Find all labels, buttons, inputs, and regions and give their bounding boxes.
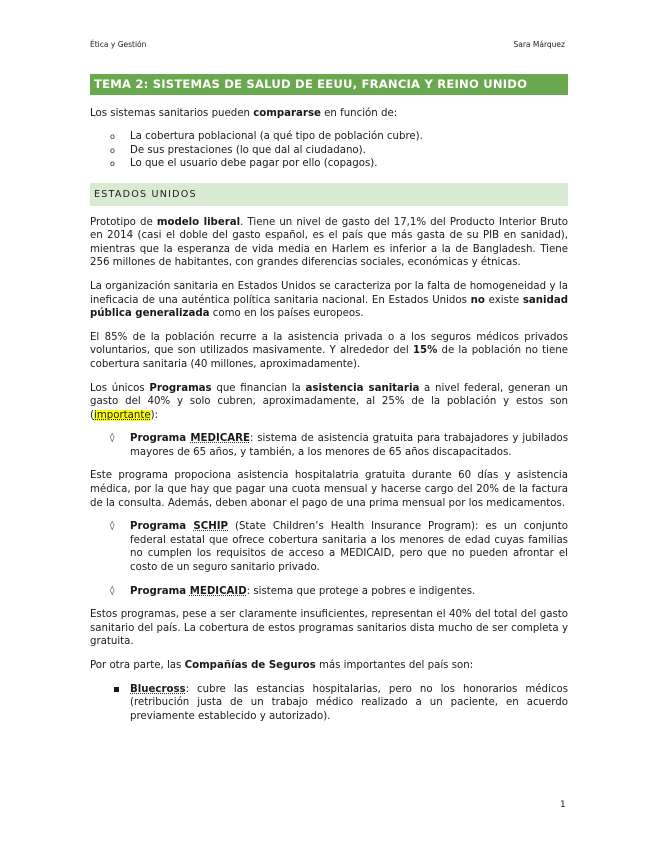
list-item-text: Lo que el usuario debe pagar por ello (copagos). (130, 158, 378, 170)
p1-post: . Tiene un nivel de gasto del 17,1% del Producto Interior Bruto en 2014 (casi el doble del gasto español, es el país que más gasta de su PIB en sanidad), mientras que la esperanza de vida media en Harlem es inferior a la de Bangladesh. Tiene 256 millones de habitantes, con grandes diferencias sociales, económicas y étnicas. (90, 216, 568, 269)
paragraph-private-care (90, 331, 568, 372)
list-item-medicare (90, 432, 568, 459)
list-item (90, 157, 568, 171)
p7-pre: Por otra parte, las (90, 660, 185, 671)
p3-bold: 15% (412, 345, 438, 357)
programs-list-1 (90, 432, 568, 459)
bluecross-text: : cubre las estancias hospitalarias, pero no los honorarios médicos (retribución justa de un trabajo médico realizado a un paciente, en acuerdo previamente establecido y autorizado). (130, 683, 568, 722)
paragraph-insurers (90, 659, 568, 673)
schip-label: Programa (130, 521, 194, 533)
schip-name: SCHIP (193, 521, 229, 533)
p7-post: más importantes del país son: (315, 660, 474, 671)
list-item-bluecross (90, 683, 568, 724)
list-item-schip (90, 520, 568, 574)
p4-mid: que financian la (211, 382, 306, 394)
list-item (90, 130, 568, 144)
medicaid-label: Programa (130, 585, 190, 597)
list-item-text: De sus prestaciones (lo que dal al ciudadano). (130, 144, 366, 156)
diamond-bullet-icon: ◊ (110, 585, 115, 596)
circle-bullet-icon: o (110, 159, 115, 169)
p3-post: de la población no tiene cobertura sanitaria (40 millones, aproximadamente). (90, 345, 568, 370)
circle-bullet-icon: o (110, 132, 115, 142)
medicare-text: : sistema de asistencia gratuita para trabajadores y jubilados mayores de 65 años, y también, a los menores de 65 años discapacitados. (130, 433, 568, 458)
document-body (90, 74, 568, 735)
paragraph-programs (90, 382, 568, 423)
p1-bold: modelo liberal (156, 216, 241, 228)
intro-pre: Los sistemas sanitarios pueden (90, 107, 254, 119)
medicaid-name: MEDICAID (189, 585, 247, 597)
p7-bold: Compañías de Seguros (184, 660, 316, 671)
header-subject: Ética y Gestión (90, 40, 147, 49)
p2-mid: existe (484, 294, 523, 306)
medicare-name: MEDICARE (190, 433, 250, 445)
paragraph-insufficient: Estos programas, pese a ser claramente insuficientes, representan el 40% del total del gasto sanitario del país. La cobertura de estos programas sanitarios dista mucho de ser completa y gratuita. (90, 609, 568, 648)
intro-post: en función de: (320, 107, 398, 119)
p3-pre: El 85% de la población recurre a la asistencia privada o a los seguros médicos privados voluntarios, que son utilizados masivamente. Y alrededor del (90, 331, 568, 357)
p2-post: como en los países europeos. (209, 308, 364, 320)
insurers-list (90, 683, 568, 724)
p1-pre: Prototipo de (90, 216, 157, 228)
circle-bullet-icon: o (110, 145, 115, 155)
diamond-bullet-icon: ◊ (110, 433, 115, 444)
p2-bold2: sanidad pública generalizada (90, 294, 569, 320)
bluecross-name: Bluecross (130, 683, 186, 695)
schip-text: (State Children’s Health Insurance Program): es un conjunto federal estatal que ofrece cobertura sanitaria a los menores de edad cuyas familias no cumplen los requisitos de acceso a MEDICAID, pero que no pueden afrontar el costo de un seguro sanitario privado. (130, 521, 568, 574)
p4-bold2: asistencia sanitaria (305, 382, 420, 394)
intro-paragraph (90, 107, 568, 121)
intro-list (90, 130, 568, 171)
diamond-bullet-icon: ◊ (110, 521, 115, 532)
p4-end: ): (150, 409, 159, 421)
p2-bold1: no (470, 294, 485, 306)
list-item-text: La cobertura poblacional (a qué tipo de población cubre). (130, 131, 423, 143)
list-item-medicaid (90, 585, 568, 599)
header-author: Sara Márquez (513, 40, 565, 49)
page-number: 1 (560, 800, 566, 810)
section-title: ESTADOS UNIDOS (90, 183, 568, 206)
p4-bold1: Programas (149, 382, 212, 394)
paragraph-medicare-detail: Este programa propociona asistencia hospitalatria gratuita durante 60 días y asistencia médica, por la que hay que pagar una cuota mensual y hacerse cargo del 20% de la factura de la consulta. Además, deben abonar el pago de una prima mensual por los medicamentos. (90, 470, 568, 509)
medicaid-text: : sistema que protege a pobres e indigentes. (246, 585, 476, 597)
paragraph-model (90, 216, 568, 270)
medicare-label: Programa (130, 433, 191, 445)
programs-list-2 (90, 520, 568, 598)
paragraph-organization (90, 280, 568, 321)
highlighted-word: importante (93, 409, 151, 421)
intro-bold: compararse (253, 107, 321, 119)
p4-post: a nivel federal, generan un gasto del 40% y solo cubren, aproximadamente, al 25% de la población y estos son ( (90, 382, 568, 421)
chapter-title: TEMA 2: SISTEMAS DE SALUD DE EEUU, FRANCIA Y REINO UNIDO (90, 74, 568, 95)
list-item (90, 144, 568, 158)
square-bullet-icon (114, 687, 119, 692)
p4-pre: Los únicos (90, 382, 150, 394)
p2-pre: La organización sanitaria en Estados Unidos se caracteriza por la falta de homogeneidad y la ineficacia de una auténtica política sanitaria nacional. En Estados Unidos (90, 280, 568, 306)
